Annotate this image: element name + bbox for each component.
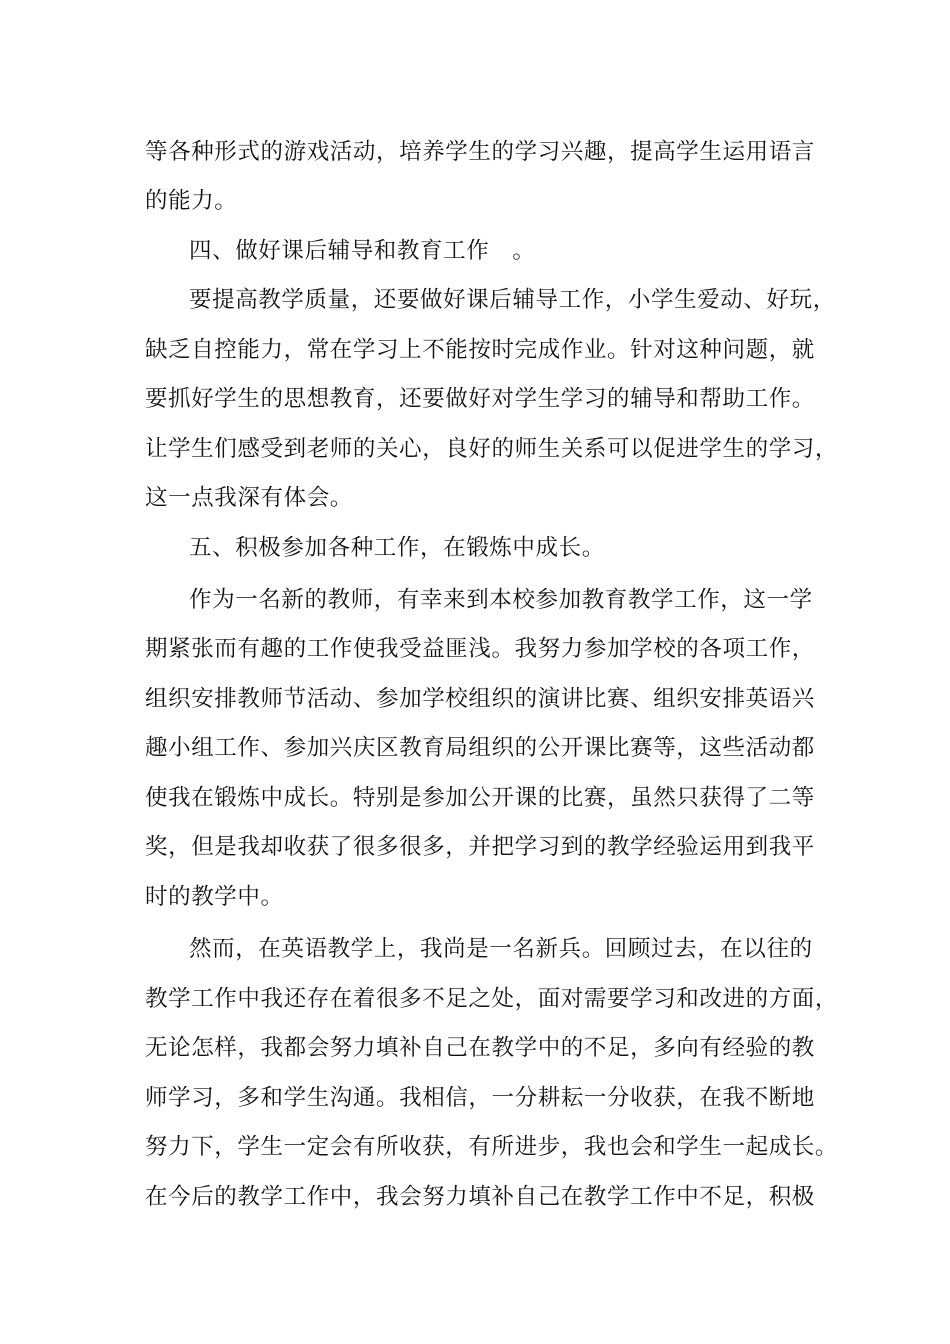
text-line-7: 让学生们感受到老师的关心，良好的师生关系可以促进学生的学习， <box>145 436 839 462</box>
text-line-14: 使我在锻炼中成长。特别是参加公开课的比赛，虽然只获得了二等 <box>145 785 815 811</box>
section-heading-5: 五、积极参加各种工作，在锻炼中成长。 <box>189 535 605 561</box>
text-line-13: 趣小组工作、参加兴庆区教育局组织的公开课比赛等，这些活动都 <box>145 735 815 761</box>
text-line-12: 组织安排教师节活动、参加学校组织的演讲比赛、组织安排英语兴 <box>145 686 815 712</box>
text-line-2: 的能力。 <box>145 188 238 214</box>
text-line-4: 要提高教学质量，还要做好课后辅导工作，小学生爱动、好玩， <box>189 287 836 313</box>
text-line-15: 奖，但是我却收获了很多很多，并把学习到的教学经验运用到我平 <box>145 834 815 860</box>
text-line-17: 然而，在英语教学上，我尚是一名新兵。回顾过去，在以往的 <box>189 936 813 962</box>
text-line-1: 等各种形式的游戏活动，培养学生的学习兴趣，提高学生运用语言 <box>145 139 815 165</box>
text-line-19: 无论怎样，我都会努力填补自己在教学中的不足，多向有经验的教 <box>145 1035 815 1061</box>
text-line-11: 期紧张而有趣的工作使我受益匪浅。我努力参加学校的各项工作， <box>145 636 815 662</box>
text-line-16: 时的教学中。 <box>145 884 284 910</box>
text-line-21: 努力下，学生一定会有所收获，有所进步，我也会和学生一起成长。 <box>145 1134 839 1160</box>
text-line-20: 师学习，多和学生沟通。我相信，一分耕耘一分收获，在我不断地 <box>145 1085 815 1111</box>
text-line-22: 在今后的教学工作中，我会努力填补自己在教学工作中不足，积极 <box>145 1184 815 1210</box>
text-line-10: 作为一名新的教师，有幸来到本校参加教育教学工作，这一学 <box>189 587 813 613</box>
text-line-5: 缺乏自控能力，常在学习上不能按时完成作业。针对这种问题，就 <box>145 337 815 363</box>
text-line-6: 要抓好学生的思想教育，还要做好对学生学习的辅导和帮助工作。 <box>145 386 815 412</box>
section-heading-4: 四、做好课后辅导和教育工作 。 <box>189 238 536 264</box>
text-line-18: 教学工作中我还存在着很多不足之处，面对需要学习和改进的方面， <box>145 986 839 1012</box>
text-line-8: 这一点我深有体会。 <box>145 485 353 511</box>
